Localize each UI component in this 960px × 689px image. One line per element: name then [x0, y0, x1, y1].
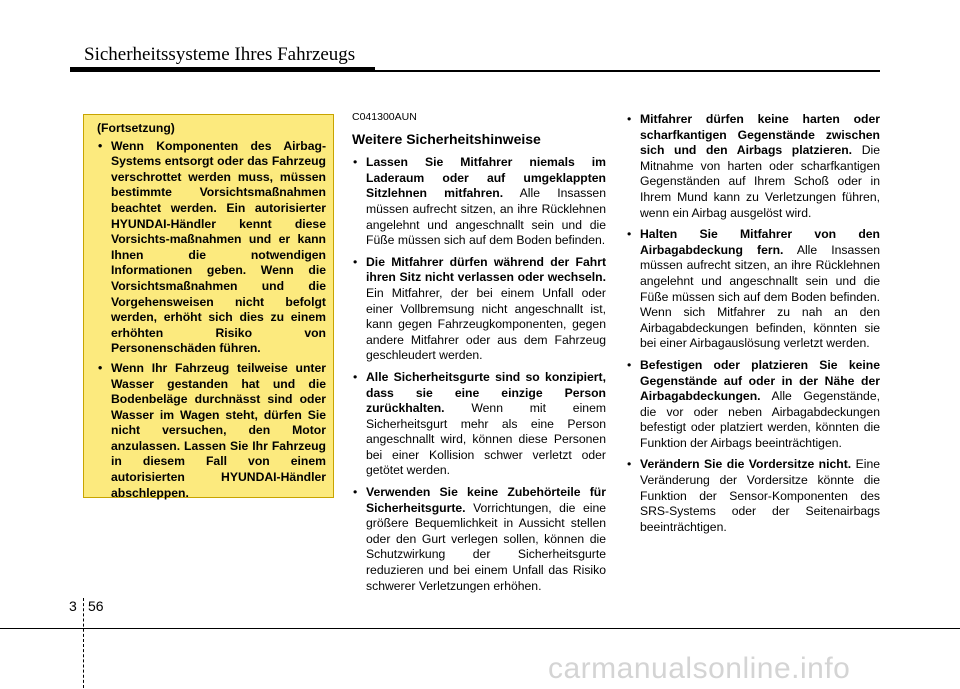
safety-item-bold: Mitfahrer dürfen keine harten oder scharfkantigen Gegenstände zwischen sich und den Airbags platzieren.	[640, 112, 880, 158]
warning-box	[83, 114, 334, 498]
safety-item-text: Ein Mitfahrer, der bei einem Unfall oder einer Vollbremsung nicht angeschnallt ist, kann gegen Fahrzeugkomponenten, gegen andere Mitfahrer oder aus dem Fahrzeug geschleudert werden.	[366, 285, 606, 363]
safety-item-text: Alle Gegenstände, die vor oder neben Airbagabdeckungen befestigt oder platziert werden, könnten die Funktion der Airbags beeinträchtigen.	[640, 389, 880, 450]
safety-item	[626, 112, 880, 221]
safety-item	[626, 227, 880, 352]
warning-item: • Wenn Komponenten des Airbag-Systems entsorgt oder das Fahrzeug verschrottet werden muss, müssen bestimmte Vorsichtsmaßnahmen beachtet werden. Ein autorisierter HYUNDAI-Händler kennt diese Vorsichts-maßnahmen und er kann Ihnen die notwendigen Informationen geben. Wenn die Vorsichtsmaßnahmen und die Vorgehensweisen nicht befolgt werden, erhöht sich dies zu einem erhöhten Risiko von Personenschäden führen.	[91, 139, 326, 357]
watermark-text: carmanualsonline.info	[548, 652, 851, 685]
header-rule-thin	[375, 70, 880, 72]
safety-item-text: Alle Insassen müssen aufrecht sitzen, an ihre Rücklehnen angelehnt und angeschnallt sein und die Füße müssen sich auf dem Boden befinden.	[366, 186, 606, 248]
safety-item-text: Eine Veränderung der Vordersitze könnte die Funktion der Sensor-Komponenten des SRS-Systems oder der Seitenairbags beeinträchtigen.	[640, 457, 881, 534]
text-column-middle	[352, 110, 606, 600]
header-rule-thick	[70, 67, 375, 72]
warning-item: • Wenn Ihr Fahrzeug teilweise unter Wasser gestanden hat und die Bodenbeläge durchnässt sind oder Wasser im Wagen steht, dürfen Sie nicht versuchen, den Motor anzulassen. Lassen Sie Ihr Fahrzeug in diesem Fall von einem autorisierten HYUNDAI-Händler abschleppen.	[91, 361, 326, 501]
page-header-title: Sicherheitssysteme Ihres Fahrzeugs	[84, 44, 356, 65]
safety-item-text: Vorrichtungen, die eine größere Bequemlichkeit in Aussicht stellen oder den Gurt verlegen sollen, können die Schutzwirkung der Sicherheitsgurte reduzieren und bei einem Unfall das Risiko schwerer Verletzungen erhöhen.	[366, 500, 606, 593]
safety-item-bold: Lassen Sie Mitfahrer niemals im Laderaum oder auf umgeklappten Sitzlehnen mitfahren.	[366, 155, 606, 201]
safety-item	[626, 358, 880, 452]
safety-item	[352, 370, 606, 479]
safety-item-bold: Die Mitfahrer dürfen während der Fahrt ihren Sitz nicht verlassen oder wechseln.	[366, 254, 606, 285]
warning-continued-label: (Fortsetzung)	[97, 121, 175, 135]
safety-item-bold: Verwenden Sie keine Zubehörteile für Sicherheitsgurte.	[366, 485, 606, 515]
safety-item-text: Alle Insassen müssen aufrecht sitzen, an ihre Rücklehnen angelehnt und angeschnallt sein und die Füße müssen sich auf dem Boden befinden. Wenn sich Mitfahrer zu nah an den Airbagabdeckungen befinden, könnten sie bei einer Airbagauslösung verletzt werden.	[640, 242, 880, 351]
safety-item-bold: Alle Sicherheitsgurte sind so konzipiert, dass sie eine einzige Person zurückhalten.	[366, 369, 606, 416]
safety-item	[626, 457, 880, 535]
safety-item	[352, 155, 606, 249]
text-column-right	[626, 112, 880, 541]
safety-item-text: Wenn mit einem Sicherheitsgurt mehr als eine Person angeschnallt wird, können diese Personen bei einer Kollision schwer verletzt oder getötet werden.	[366, 401, 606, 478]
safety-item	[352, 255, 606, 364]
safety-item-bold: Befestigen oder platzieren Sie keine Gegenstände auf oder in der Nähe der Airbagabdeckungen.	[640, 357, 880, 404]
page-number: 56	[88, 598, 104, 614]
section-code: C041300AUN	[352, 111, 417, 123]
safety-item-bold: Halten Sie Mitfahrer von den Airbagabdeckung fern.	[640, 227, 880, 257]
footer-rule	[0, 628, 960, 629]
chapter-number: 3	[69, 598, 77, 614]
safety-item-bold: Verändern Sie die Vordersitze nicht.	[640, 457, 852, 472]
section-title: Weitere Sicherheitshinweise	[352, 130, 541, 147]
footer-divider	[83, 598, 84, 688]
safety-item	[352, 485, 606, 594]
safety-item-text: Die Mitnahme von harten oder scharfkantigen Gegenständen auf Ihrem Schoß oder in Ihrem Mund kann zu Verletzungen führen, wenn ein Airbag ausgelöst wird.	[640, 143, 880, 220]
